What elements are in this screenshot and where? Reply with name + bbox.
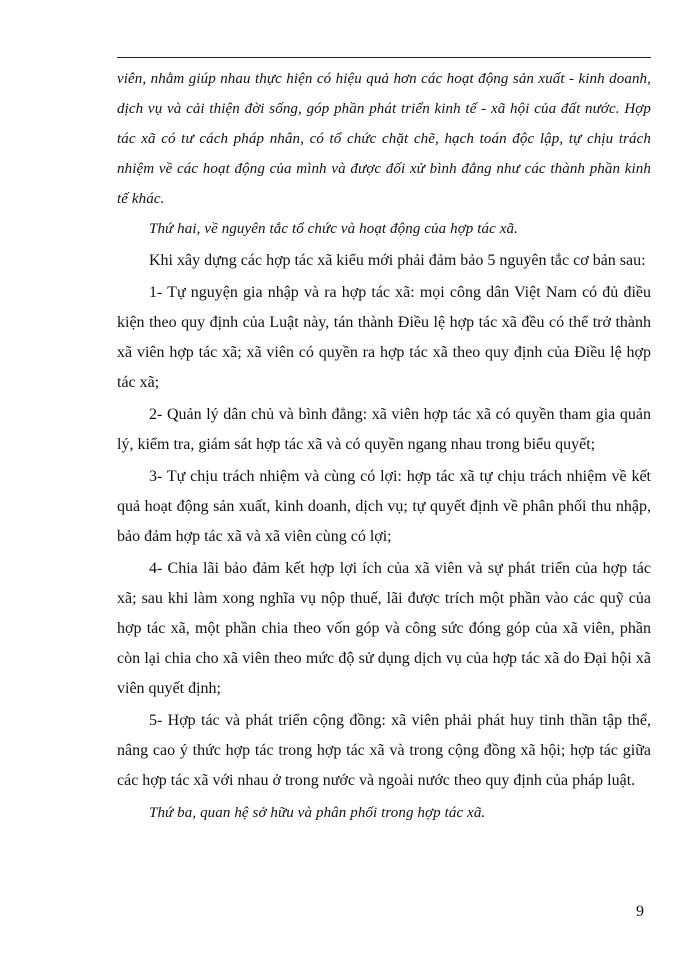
principle-3: 3- Tự chịu trách nhiệm và cùng có lợi: hợp tác xã tự chịu trách nhiệm về kết quả hoạt động sản xuất, kinh doanh, dịch vụ; tự quyết định về phân phối thu nhập, bảo đảm hợp tác xã và xã viên cùng có lợi; — [117, 468, 651, 545]
principle-4: 4- Chia lãi bảo đảm kết hợp lợi ích của xã viên và sự phát triển của hợp tác xã; sau khi làm xong nghĩa vụ nộp thuế, lãi được trích một phần vào các quỹ của hợp tác xã, một phần chia theo vốn góp và công sức đóng góp của xã viên, phần còn lại chia cho xã viên theo mức độ sử dụng dịch vụ của hợp tác xã do Đại hội xã viên quyết định; — [117, 560, 651, 697]
principle-1: 1- Tự nguyện gia nhập và ra hợp tác xã: mọi công dân Việt Nam có đủ điều kiện theo quy định của Luật này, tán thành Điều lệ hợp tác xã đều có thể trở thành xã viên hợp tác xã; xã viên có quyền ra hợp tác xã theo quy định của Điều lệ hợp tác xã; — [117, 284, 651, 391]
body-text — [117, 64, 651, 828]
heading-third-ownership: Thứ ba, quan hệ sở hữu và phân phối trong hợp tác xã. — [149, 805, 486, 821]
page-number: 9 — [636, 903, 644, 920]
header-rule — [117, 57, 651, 58]
paragraph-cooperative-definition: viên, nhằm giúp nhau thực hiện có hiệu quả hơn các hoạt động sản xuất - kinh doanh, dịch vụ và cải thiện đời sống, góp phần phát triển kinh tế - xã hội của đất nước. Hợp tác xã có tư cách pháp nhân, có tổ chức chặt chẽ, hạch toán độc lập, tự chịu trách nhiệm về các hoạt động của mình và được đối xử bình đẳng như các thành phần kinh tế khác. — [117, 71, 651, 207]
heading-second-principles: Thứ hai, về nguyên tắc tổ chức và hoạt động của hợp tác xã. — [149, 221, 518, 237]
principle-2: 2- Quản lý dân chủ và bình đẳng: xã viên hợp tác xã có quyền tham gia quản lý, kiểm tra, giám sát hợp tác xã và có quyền ngang nhau trong biểu quyết; — [117, 406, 651, 453]
principle-5: 5- Hợp tác và phát triển cộng đồng: xã viên phải phát huy tinh thần tập thể, nâng cao ý thức hợp tác trong hợp tác xã và trong cộng đồng xã hội; hợp tác giữa các hợp tác xã với nhau ở trong nước và ngoài nước theo quy định của pháp luật. — [117, 712, 651, 789]
paragraph-five-principles-intro: Khi xây dựng các hợp tác xã kiểu mới phải đảm bảo 5 nguyên tắc cơ bản sau: — [149, 252, 646, 269]
